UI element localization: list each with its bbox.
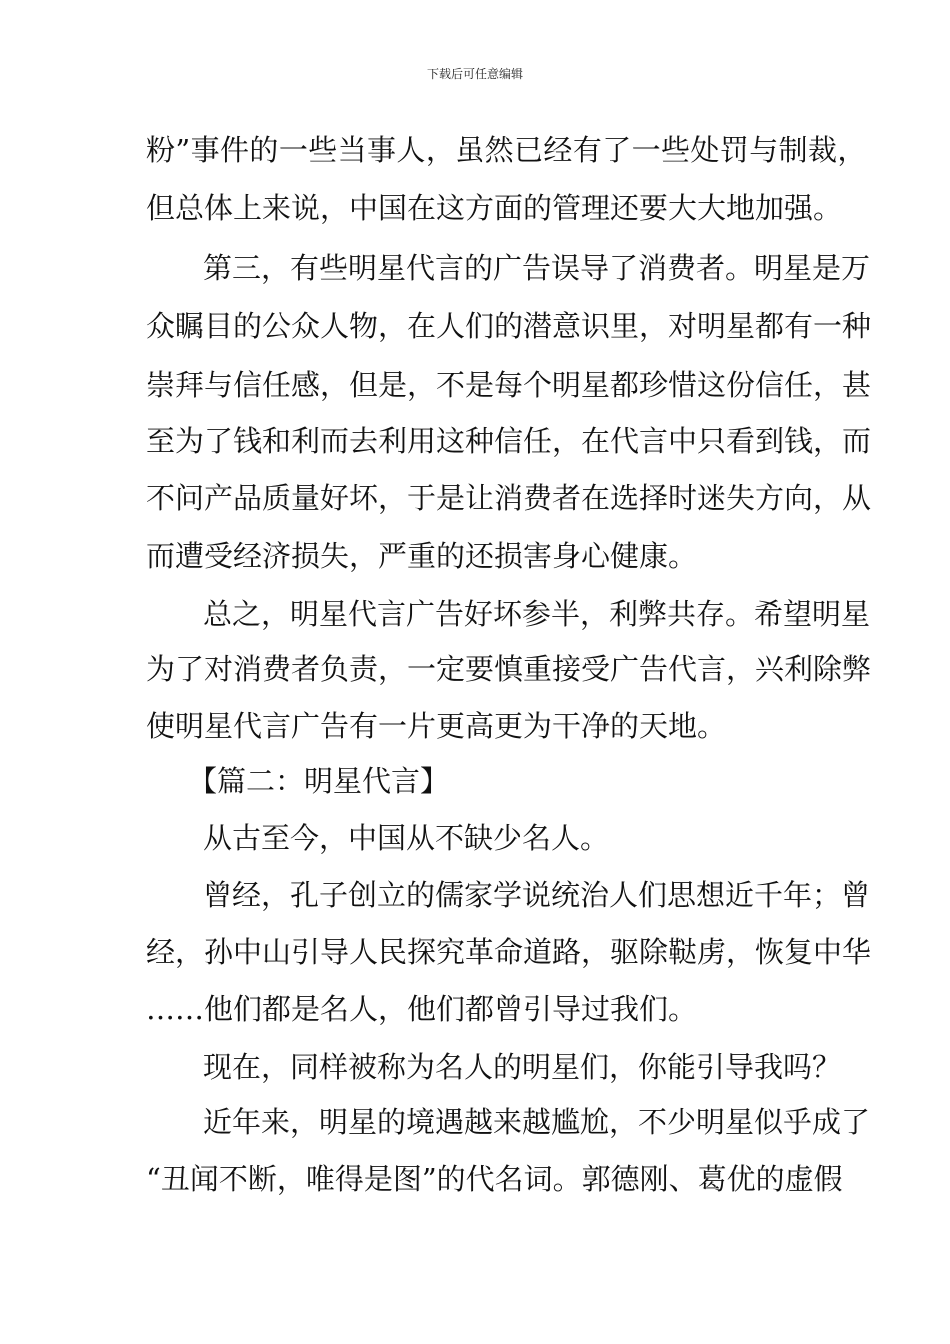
text-line: [0, 356, 950, 414]
text-line: [0, 412, 950, 470]
text-line: [0, 527, 950, 585]
text-line: [0, 585, 950, 643]
line-text: 经，孙中山引导人民探究革命道路，驱除鞑虏，恢复中华: [146, 935, 872, 969]
line-text: 崇拜与信任感，但是，不是每个明星都珍惜这份信任，甚: [146, 368, 872, 402]
text-line: [0, 121, 950, 179]
section-heading: [0, 752, 950, 810]
text-line: [0, 1150, 950, 1208]
text-line: [0, 297, 950, 355]
line-text: 粉”事件的一些当事人，虽然已经有了一些处罚与制裁，: [146, 133, 867, 167]
line-text: 至为了钱和利而去利用这种信任，在代言中只看到钱，而: [146, 424, 872, 458]
text-line: [0, 1093, 950, 1151]
text-line: [0, 179, 950, 237]
line-text: 而遭受经济损失，严重的还损害身心健康。: [146, 539, 698, 573]
line-text: 总之，明星代言广告好坏参半，利弊共存。希望明星: [203, 597, 871, 631]
line-text: 为了对消费者负责，一定要慎重接受广告代言，兴利除弊: [146, 652, 872, 686]
text-line: [0, 923, 950, 981]
line-text: 但总体上来说，中国在这方面的管理还要大大地加强。: [146, 191, 843, 225]
text-line: [0, 640, 950, 698]
text-line: [0, 809, 950, 867]
text-line: [0, 866, 950, 924]
text-line: [0, 469, 950, 527]
line-text: 不问产品质量好坏，于是让消费者在选择时迷失方向，从: [146, 481, 872, 515]
line-text: “丑闻不断，唯得是图”的代名词。郭德刚、葛优的虚假: [146, 1162, 843, 1196]
line-text: 【篇二：明星代言】: [188, 764, 450, 798]
line-text: 近年来，明星的境遇越来越尴尬，不少明星似乎成了: [203, 1105, 871, 1139]
text-line: [0, 1038, 950, 1096]
line-text: 第三，有些明星代言的广告误导了消费者。明星是万: [203, 251, 871, 285]
page-header: 下载后可任意编辑: [426, 67, 523, 81]
text-line: [0, 980, 950, 1038]
line-text: 现在，同样被称为名人的明星们，你能引导我吗？: [203, 1050, 842, 1084]
text-line: [0, 239, 950, 297]
line-text: 使明星代言广告有一片更高更为干净的天地。: [146, 709, 727, 743]
text-line: [0, 697, 950, 755]
line-text: 从古至今，中国从不缺少名人。: [203, 821, 610, 855]
line-text: ……他们都是名人，他们都曾引导过我们。: [146, 992, 698, 1026]
line-text: 众瞩目的公众人物，在人们的潜意识里，对明星都有一种: [146, 309, 872, 343]
line-text: 曾经，孔子创立的儒家学说统治人们思想近千年；曾: [203, 878, 871, 912]
